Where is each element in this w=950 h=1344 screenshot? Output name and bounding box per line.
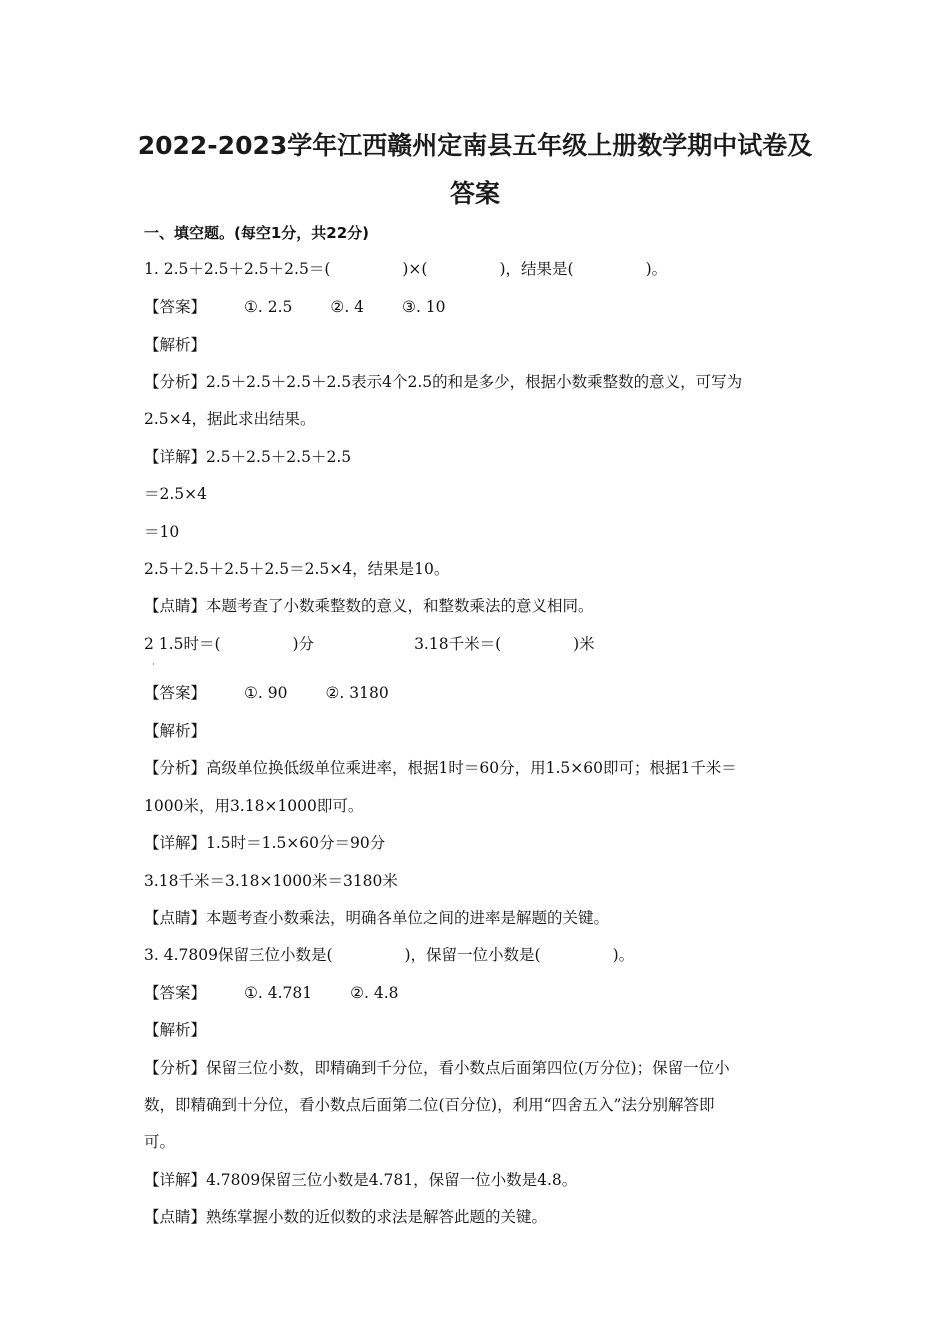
question-3 — [144, 948, 634, 964]
q1-xiangjie-3: ＝10 — [144, 523, 180, 541]
answer-label: 【答案】 — [144, 298, 207, 316]
q2-text-d: )米 — [573, 635, 595, 653]
document-title-line2: 答案 — [449, 179, 500, 208]
stray-dot: · — [152, 660, 155, 669]
q1-text-a: 1. 2.5＋2.5＋2.5＋2.5＝( — [144, 260, 331, 278]
q2-answer-line — [144, 686, 389, 702]
q3-fenxi-1: 【分析】保留三位小数，即精确到千分位，看小数点后面第四位(万分位)；保留一位小 — [144, 1059, 730, 1077]
q3-answer-line — [144, 986, 399, 1002]
q1-dianjing: 【点睛】本题考查了小数乘整数的意义，和整数乘法的意义相同。 — [144, 597, 594, 615]
answer-item: ②. 4 — [330, 298, 365, 316]
question-2 — [144, 637, 595, 653]
answer-item: ①. 2.5 — [244, 298, 293, 316]
q1-text-d: )。 — [645, 260, 668, 278]
document-title-line1: 2022-2023学年江西赣州定南县五年级上册数学期中试卷及 — [137, 131, 813, 160]
q2-fenxi-2: 1000米，用3.18×1000即可。 — [144, 797, 364, 815]
q2-xiangjie-1: 【详解】1.5时＝1.5×60分＝90分 — [144, 834, 386, 852]
q2-text-b: )分 — [292, 635, 315, 653]
q3-text-a: 3. 4.7809保留三位小数是( — [144, 946, 333, 964]
q2-dianjing: 【点睛】本题考查小数乘法，明确各单位之间的进率是解题的关键。 — [144, 909, 610, 927]
q3-dianjing: 【点睛】熟练掌握小数的近似数的求法是解答此题的关键。 — [144, 1208, 548, 1226]
answer-label: 【答案】 — [144, 984, 207, 1002]
q1-xiangjie-4: 2.5＋2.5＋2.5＋2.5＝2.5×4，结果是10。 — [144, 560, 450, 578]
q2-fenxi-1: 【分析】高级单位换低级单位乘进率，根据1时＝60分，用1.5×60即可；根据1千米＝ — [144, 759, 737, 777]
q3-text-c: )。 — [612, 946, 635, 964]
q1-fenxi-2: 2.5×4，据此求出结果。 — [144, 410, 316, 428]
q3-fenxi-2: 数，即精确到十分位，看小数点后面第二位(百分位)，利用“四舍五入”法分别解答即 — [144, 1096, 715, 1114]
q1-fenxi-1: 【分析】2.5＋2.5＋2.5＋2.5表示4个2.5的和是多少，根据小数乘整数的意义，可写为 — [144, 373, 743, 391]
q2-text-a: 2 1.5时＝( — [144, 635, 221, 653]
answer-item: ②. 3180 — [325, 684, 389, 702]
q1-jiexi: 【解析】 — [144, 336, 207, 354]
section-heading: 一、填空题。(每空1分，共22分) — [144, 224, 370, 242]
q2-text-c: 3.18千米＝( — [414, 635, 502, 653]
q1-xiangjie-1: 【详解】2.5＋2.5＋2.5＋2.5 — [144, 448, 352, 466]
answer-item: ③. 10 — [402, 298, 446, 316]
q3-jiexi: 【解析】 — [144, 1021, 207, 1039]
q1-answer-line — [144, 300, 446, 316]
q1-text-b: )×( — [402, 260, 428, 278]
q2-jiexi: 【解析】 — [144, 722, 207, 740]
answer-item: ②. 4.8 — [350, 984, 399, 1002]
q3-text-b: )，保留一位小数是( — [404, 946, 541, 964]
answer-item: ①. 4.781 — [244, 984, 313, 1002]
answer-item: ①. 90 — [244, 684, 288, 702]
q2-xiangjie-2: 3.18千米＝3.18×1000米＝3180米 — [144, 872, 398, 890]
q3-fenxi-3: 可。 — [144, 1133, 176, 1151]
q3-xiangjie-1: 【详解】4.7809保留三位小数是4.781，保留一位小数是4.8。 — [144, 1171, 578, 1189]
q1-xiangjie-2: ＝2.5×4 — [144, 485, 207, 503]
question-1 — [144, 262, 667, 278]
q1-text-c: )，结果是( — [499, 260, 574, 278]
answer-label: 【答案】 — [144, 684, 207, 702]
